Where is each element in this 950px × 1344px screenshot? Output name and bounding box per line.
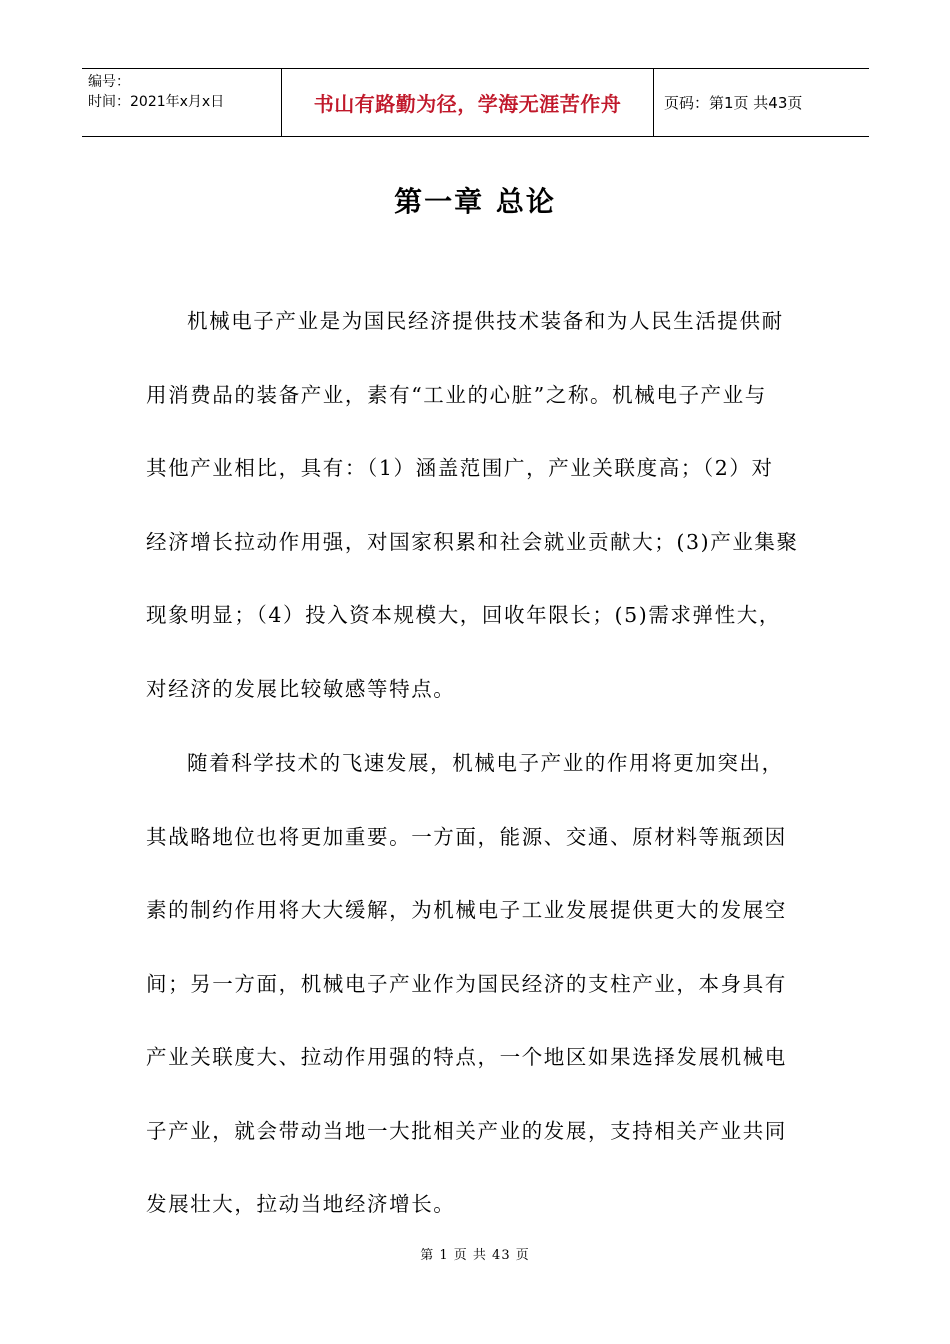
page-footer: 第 1 页 共 43 页 bbox=[420, 1248, 530, 1263]
paragraph-line: 随着科学技术的飞速发展，机械电子产业的作用将更加突出， bbox=[187, 751, 784, 775]
paragraph-line: 用消费品的装备产业，素有“工业的心脏”之称。机械电子产业与 bbox=[146, 382, 767, 407]
chapter-title: 第一章 总论 bbox=[394, 185, 556, 218]
paragraph-line: 对经济的发展比较敏感等特点。 bbox=[146, 676, 456, 701]
header-meta-cell bbox=[82, 69, 282, 136]
paragraph-line: 子产业，就会带动当地一大批相关产业的发展，支持相关产业共同 bbox=[146, 1118, 787, 1143]
paragraph-line: 间；另一方面，机械电子产业作为国民经济的支柱产业，本身具有 bbox=[146, 971, 787, 996]
header-motto-cell bbox=[282, 69, 654, 136]
paragraph-line: 其战略地位也将更加重要。一方面，能源、交通、原材料等瓶颈因 bbox=[146, 824, 787, 849]
header-page-info: 页码：第1页 共43页 bbox=[664, 94, 803, 112]
paragraph-line: 发展壮大，拉动当地经济增长。 bbox=[146, 1192, 456, 1216]
header-page-cell bbox=[654, 69, 869, 136]
paragraph-line: 产业关联度大、拉动作用强的特点，一个地区如果选择发展机械电 bbox=[146, 1045, 787, 1069]
paragraph-2 bbox=[146, 727, 811, 1242]
paragraph-line: 现象明显；（4）投入资本规模大，回收年限长；(5)需求弹性大， bbox=[146, 603, 781, 627]
time-label: 时间：2021年x月x日 bbox=[88, 94, 225, 110]
paragraph-1 bbox=[146, 285, 811, 726]
motto-text: 书山有路勤为径，学海无涯苦作舟 bbox=[313, 92, 622, 116]
paragraph-line: 经济增长拉动作用强，对国家积累和社会就业贡献大；(3)产业集聚 bbox=[146, 529, 799, 554]
paragraph-line: 其他产业相比，具有：（1）涵盖范围广，产业关联度高；（2）对 bbox=[146, 456, 774, 480]
number-label: 编号： bbox=[88, 74, 130, 90]
paragraph-line: 机械电子产业是为国民经济提供技术装备和为人民生活提供耐 bbox=[187, 309, 784, 333]
page-header bbox=[82, 68, 869, 137]
paragraph-line: 素的制约作用将大大缓解，为机械电子工业发展提供更大的发展空 bbox=[146, 898, 787, 922]
